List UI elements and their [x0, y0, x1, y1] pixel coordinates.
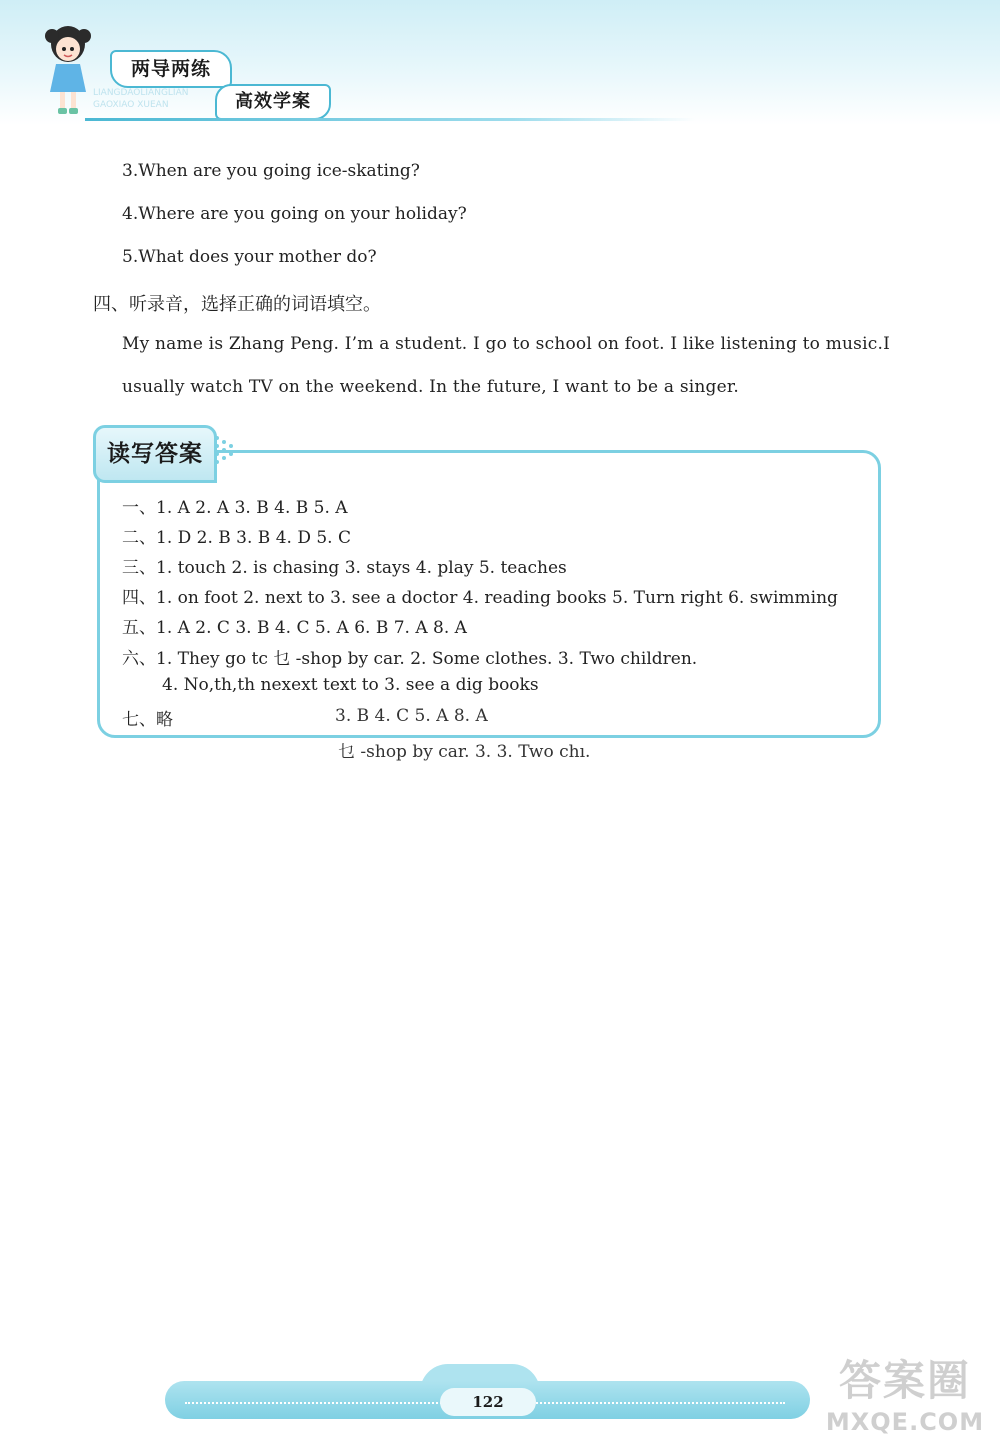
- listening-text-line-2: usually watch TV on the weekend. In the future, I want to be a singer.: [122, 377, 739, 397]
- answer-row-6: 六、1. They go tc 乜 -shop by car. 2. Some clothes. 3. Two children.: [122, 649, 698, 669]
- brand-subtitle: 高效学案: [215, 84, 331, 120]
- watermark-title: 答案圈: [838, 1356, 971, 1405]
- watermark-logo: [820, 1355, 990, 1445]
- pinyin-line-1: LIANGDAOLIANGLIAN: [93, 88, 189, 98]
- answer-row-2: 二、1. D 2. B 3. B 4. D 5. C: [122, 528, 351, 548]
- answer-row-6-continued: 4. No,th,th nexext text to 3. see a dig books: [162, 675, 539, 695]
- dots-decoration-icon: [213, 432, 237, 472]
- question-5: 5.What does your mother do?: [122, 247, 377, 267]
- question-3: 3.When are you going ice-skating?: [122, 161, 420, 181]
- overprint-text-right: 3. B 4. C 5. A 8. A: [335, 706, 488, 726]
- answer-row-1: 一、1. A 2. A 3. B 4. B 5. A: [122, 498, 348, 518]
- watermark-url: MXQE.COM: [825, 1408, 985, 1436]
- listening-text-line-1: My name is Zhang Peng. I’m a student. I go to school on foot. I like listening to music.I: [122, 334, 890, 354]
- overprint-text-below: 乜 -shop by car. 3. 3. Two chı.: [338, 742, 591, 762]
- girl-mascot-icon: [38, 22, 98, 118]
- brand-title: 两导两练: [110, 50, 232, 88]
- section-4-title: 四、听录音，选择正确的词语填空。: [93, 294, 381, 315]
- answer-title: 读写答案: [93, 425, 217, 483]
- brand-pinyin: [93, 87, 213, 111]
- answer-row-4: 四、1. on foot 2. next to 3. see a doctor 4. reading books 5. Turn right 6. swimming: [122, 588, 838, 608]
- header-divider: [85, 118, 695, 121]
- answer-row-3: 三、1. touch 2. is chasing 3. stays 4. play 5. teaches: [122, 558, 567, 578]
- question-4: 4.Where are you going on your holiday?: [122, 204, 467, 224]
- pinyin-line-2: GAOXIAO XUEAN: [93, 100, 169, 110]
- answer-row-7: 七、略: [122, 710, 173, 730]
- page-number: 122: [440, 1388, 536, 1416]
- answer-row-5: 五、1. A 2. C 3. B 4. C 5. A 6. B 7. A 8. A: [122, 618, 467, 638]
